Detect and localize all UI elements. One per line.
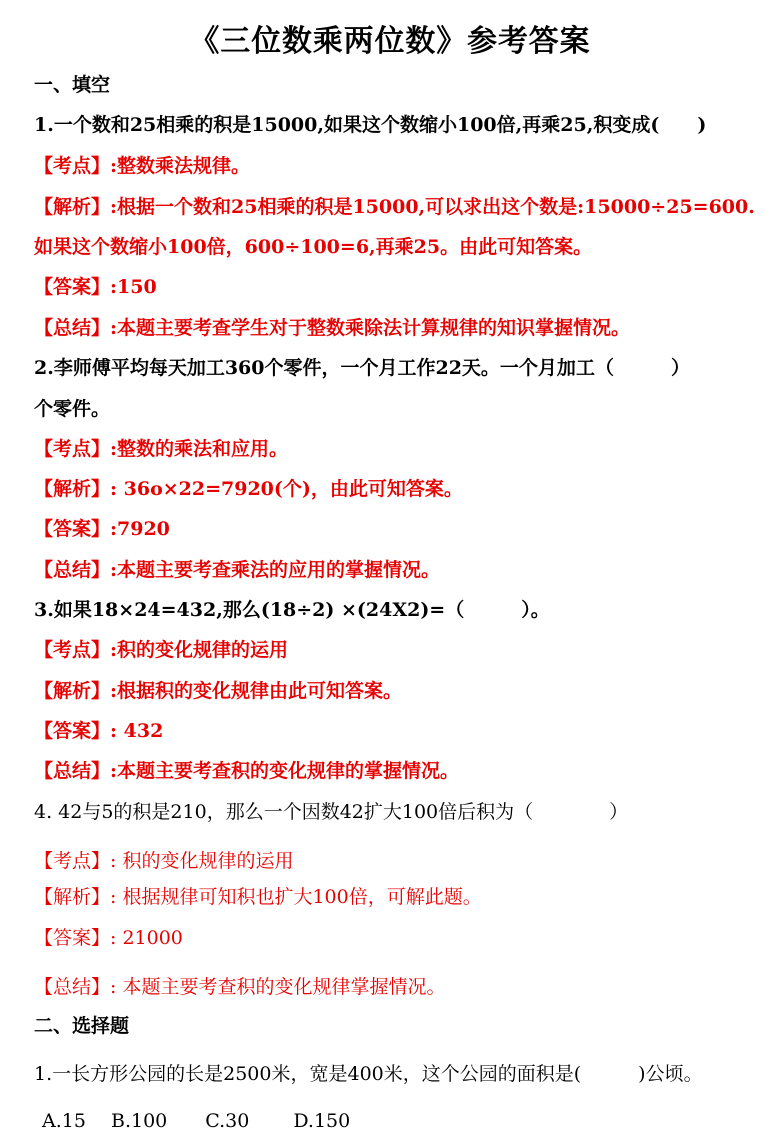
- q1-kaodian: 【考点】:整数乘法规律。: [34, 155, 251, 177]
- q1-summary: 【总结】:本题主要考查学生对于整数乘除法计算规律的知识掌握情况。: [34, 317, 631, 339]
- q4-answer: 【答案】: 21000: [34, 927, 183, 949]
- q2-answer: 【答案】:7920: [34, 518, 170, 540]
- q4-kaodian: 【考点】: 积的变化规律的运用: [34, 850, 294, 872]
- question-1: 1.一个数和25相乘的积是15000,如果这个数缩小100倍,再乘25,积变成( ): [34, 114, 707, 136]
- q1-jiexi: 【解析】:根据一个数和25相乘的积是15000,可以求出这个数是:15000÷25=600.: [34, 196, 755, 218]
- q2-summary: 【总结】:本题主要考查乘法的应用的掌握情况。: [34, 559, 441, 581]
- document-title: 《三位数乘两位数》参考答案: [189, 24, 591, 59]
- question-3: 3.如果18×24=432,那么(18÷2) ×(24X2)=（ ）。: [34, 599, 550, 621]
- q4-summary: 【总结】: 本题主要考查积的变化规律掌握情况。: [34, 976, 446, 998]
- q1-answer: 【答案】:150: [34, 276, 157, 298]
- q3-jiexi: 【解析】:根据积的变化规律由此可知答案。: [34, 680, 403, 702]
- question-2: 2.李师傅平均每天加工360个零件，一个月工作22天。一个月加工（ ）: [34, 357, 690, 379]
- q3-answer: 【答案】: 432: [34, 720, 164, 742]
- q2-jiexi: 【解析】: 36o×22=7920(个)，由此可知答案。: [34, 478, 463, 500]
- section-heading-fill-blank: 一、填空: [34, 74, 111, 96]
- choice-question-1-options: A.15 B.100 C.30 D.150: [42, 1110, 351, 1132]
- choice-question-1: 1.一长方形公园的长是2500米，宽是400米，这个公园的面积是( )公顷。: [34, 1063, 703, 1085]
- question-4: 4. 42与5的积是210，那么一个因数42扩大100倍后积为（ ）: [34, 801, 629, 823]
- section-heading-multiple-choice: 二、选择题: [34, 1015, 130, 1037]
- q2-kaodian: 【考点】:整数的乘法和应用。: [34, 438, 289, 460]
- q4-jiexi: 【解析】: 根据规律可知积也扩大100倍，可解此题。: [34, 886, 482, 908]
- q3-kaodian: 【考点】:积的变化规律的运用: [34, 639, 289, 661]
- question-2-cont: 个零件。: [34, 398, 111, 420]
- q3-summary: 【总结】:本题主要考查积的变化规律的掌握情况。: [34, 760, 460, 782]
- q1-jiexi-cont: 如果这个数缩小100倍，600÷100=6,再乘25。由此可知答案。: [34, 236, 593, 258]
